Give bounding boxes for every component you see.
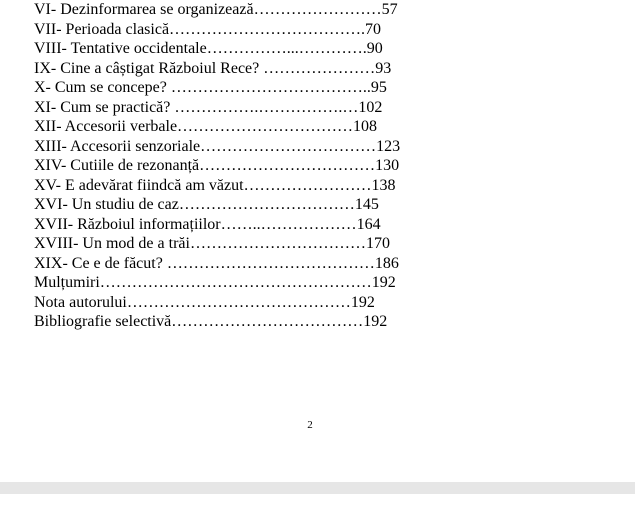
toc-entry: XIII- Accesorii senzoriale……………………………123	[34, 137, 401, 155]
toc-entry: Nota autorului……………………………………192	[34, 293, 375, 311]
toc-entry: XVI- Un studiu de caz……………………………145	[34, 196, 379, 213]
page-separator	[0, 482, 635, 494]
toc-entry: XVIII- Un mod de a trăi……………………………170	[34, 235, 390, 252]
page-number: 2	[307, 419, 313, 431]
toc-entry: XII- Accesorii verbale……………………………108	[34, 118, 378, 135]
table-of-contents	[34, 0, 400, 332]
toc-entry: Mulțumiri……………………………………………192	[34, 274, 396, 291]
toc-entry: VI- Dezinformarea se organizează……………………57	[34, 1, 398, 18]
toc-entry: XVII- Războiul informațiilor……..………………164	[34, 215, 381, 233]
toc-entry: VII- Perioada clasică……………………………….70	[34, 20, 382, 38]
next-page-top	[0, 494, 635, 525]
toc-entry: XI- Cum se practică? …………….…………….…102	[34, 98, 383, 116]
toc-entry: VIII- Tentative occidentale……………...………….90	[34, 40, 383, 57]
toc-entry: Bibliografie selectivă………………………………192	[34, 313, 388, 330]
toc-entry: XV- E adevărat fiindcă am văzut……………………138	[34, 176, 396, 194]
toc-entry: XIX- Ce e de făcut? …………………………………186	[34, 254, 399, 272]
toc-entry: IX- Cine a câștigat Războiul Rece? …………………93	[34, 59, 392, 77]
toc-entry: X- Cum se concepe? ………………………………..95	[34, 79, 387, 96]
toc-entry: XIV- Cutiile de rezonanță……………………………130	[34, 157, 400, 174]
